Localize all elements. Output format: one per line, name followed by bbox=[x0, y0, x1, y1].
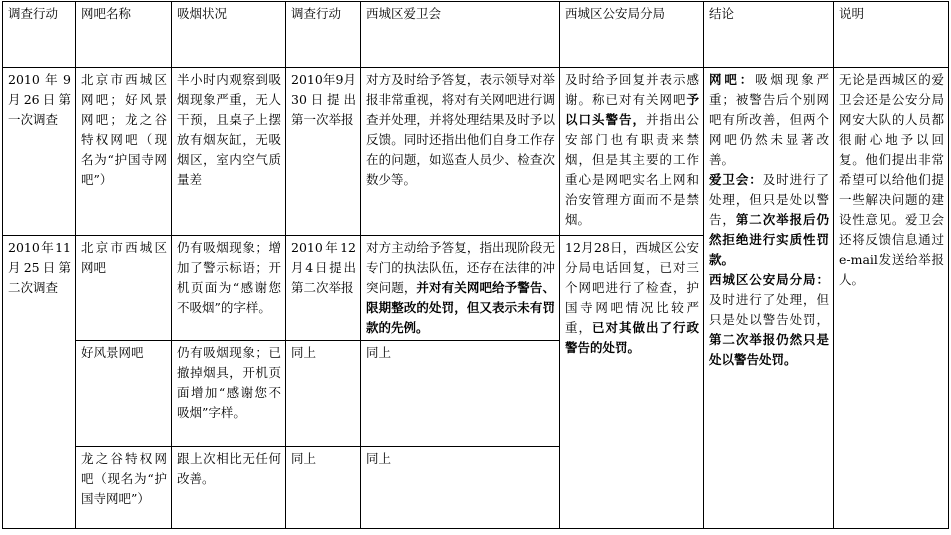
same-as-above-4: 同上 bbox=[361, 447, 560, 529]
conclusion-psb-text-a: 及时进行了处理，但只是处以警告处罚， bbox=[709, 292, 829, 327]
second-survey-cafe-1: 北京市西城区网吧 bbox=[76, 236, 172, 341]
header-police-bureau: 西城区公安局分局 bbox=[560, 2, 704, 68]
first-police-text-a: 及时给予回复并表示感谢。称已对有关网吧 bbox=[565, 72, 699, 107]
header-action-1: 调查行动 bbox=[3, 2, 76, 68]
first-survey-cafes: 北京市西城区网吧；好风景网吧；龙之谷特权网吧（现名为“护国寺网吧”） bbox=[76, 68, 172, 236]
header-smoking-status: 吸烟状况 bbox=[172, 2, 286, 68]
first-aiweihui-response: 对方及时给予答复，表示领导对举报非常重视，将对有关网吧进行调查并处理，并将处理结果及时予以反馈。同时还指出他们自身工作存在的问题，如巡查人员少、检查次数少等。 bbox=[361, 68, 560, 236]
survey-table bbox=[2, 1, 949, 529]
second-aiweihui-text-a: 对方主动给予答复，指出现阶段无专门的执法队伍，还存在法律的冲突问题， bbox=[366, 240, 555, 295]
conclusion-awh-text-a: 及时进行了处理，但只是处以警告， bbox=[709, 172, 829, 227]
second-police-text-bold: 已对其做出了行政警告的处罚。 bbox=[565, 320, 699, 355]
conclusion-cell bbox=[704, 68, 834, 529]
same-as-above-2: 同上 bbox=[361, 341, 560, 447]
first-survey-smoking: 半小时内观察到吸烟现象严重，无人干预，且桌子上摆放有烟灰缸，无吸烟区，室内空气质量差 bbox=[172, 68, 286, 236]
second-aiweihui-text-bold: 并对有关网吧给予警告、限期整改的处罚，但又表示未有罚款的先例。 bbox=[366, 280, 555, 335]
second-police-text-a: 12月28日，西城区公安分局电话回复，已对三个网吧进行了检查，护国寺网吧情况比较严重， bbox=[565, 240, 699, 335]
conclusion-psb-label: 西城区公安局分局： bbox=[709, 272, 829, 287]
table-row-first-survey bbox=[3, 68, 949, 236]
second-survey-cafe-2: 好风景网吧 bbox=[76, 341, 172, 447]
second-survey-smoking-1: 仍有吸烟现象；增加了警示标语；开机页面为“感谢您不吸烟”的字样。 bbox=[172, 236, 286, 341]
second-aiweihui-response bbox=[361, 236, 560, 341]
second-police-response bbox=[560, 236, 704, 529]
conclusion-cafe-text: 吸烟现象严重；被警告后个别网吧有所改善，但两个网吧仍然未显著改善。 bbox=[709, 72, 829, 167]
first-police-response bbox=[560, 68, 704, 236]
first-police-text-c: 并指出公安部门也有职责来禁烟，但是其主要的工作重心是网吧实名上网和治安管理方面而不是禁烟。 bbox=[565, 112, 699, 227]
header-note: 说明 bbox=[834, 2, 949, 68]
second-survey-smoking-3: 跟上次相比无任何改善。 bbox=[172, 447, 286, 529]
same-as-above-3: 同上 bbox=[286, 447, 361, 529]
first-report-date: 2010年9月30日提出第一次举报 bbox=[286, 68, 361, 236]
second-survey-date: 2010年11月25日第二次调查 bbox=[3, 236, 76, 529]
same-as-above-1: 同上 bbox=[286, 341, 361, 447]
header-aiweihui: 西城区爱卫会 bbox=[361, 2, 560, 68]
conclusion-awh-label: 爱卫会： bbox=[709, 172, 763, 187]
note-cell: 无论是西城区的爱卫会还是公安分局网安大队的人员都很耐心地予以回复。他们提出非常希望可以给他们提一些解决问题的建设性意见。爱卫会还将反馈信息通过e-mail发送给举报人。 bbox=[834, 68, 949, 529]
conclusion-cafe-label: 网吧： bbox=[709, 72, 756, 87]
first-police-text-bold: 予以口头警告， bbox=[565, 92, 699, 127]
header-row bbox=[3, 2, 949, 68]
second-survey-cafe-3: 龙之谷特权网吧（现名为“护国寺网吧”） bbox=[76, 447, 172, 529]
conclusion-awh-text-bold: 第二次举报后仍然拒绝进行实质性罚款。 bbox=[709, 212, 829, 267]
header-conclusion: 结论 bbox=[704, 2, 834, 68]
first-survey-date: 2010年9月26日第一次调查 bbox=[3, 68, 76, 236]
conclusion-psb-text-bold: 第二次举报仍然只是处以警告处罚。 bbox=[709, 332, 829, 367]
second-report-date: 2010年12月4日提出第二次举报 bbox=[286, 236, 361, 341]
second-survey-smoking-2: 仍有吸烟现象；已撤掉烟具，开机页面增加“感谢您不吸烟”字样。 bbox=[172, 341, 286, 447]
header-action-2: 调查行动 bbox=[286, 2, 361, 68]
header-cafe-name: 网吧名称 bbox=[76, 2, 172, 68]
